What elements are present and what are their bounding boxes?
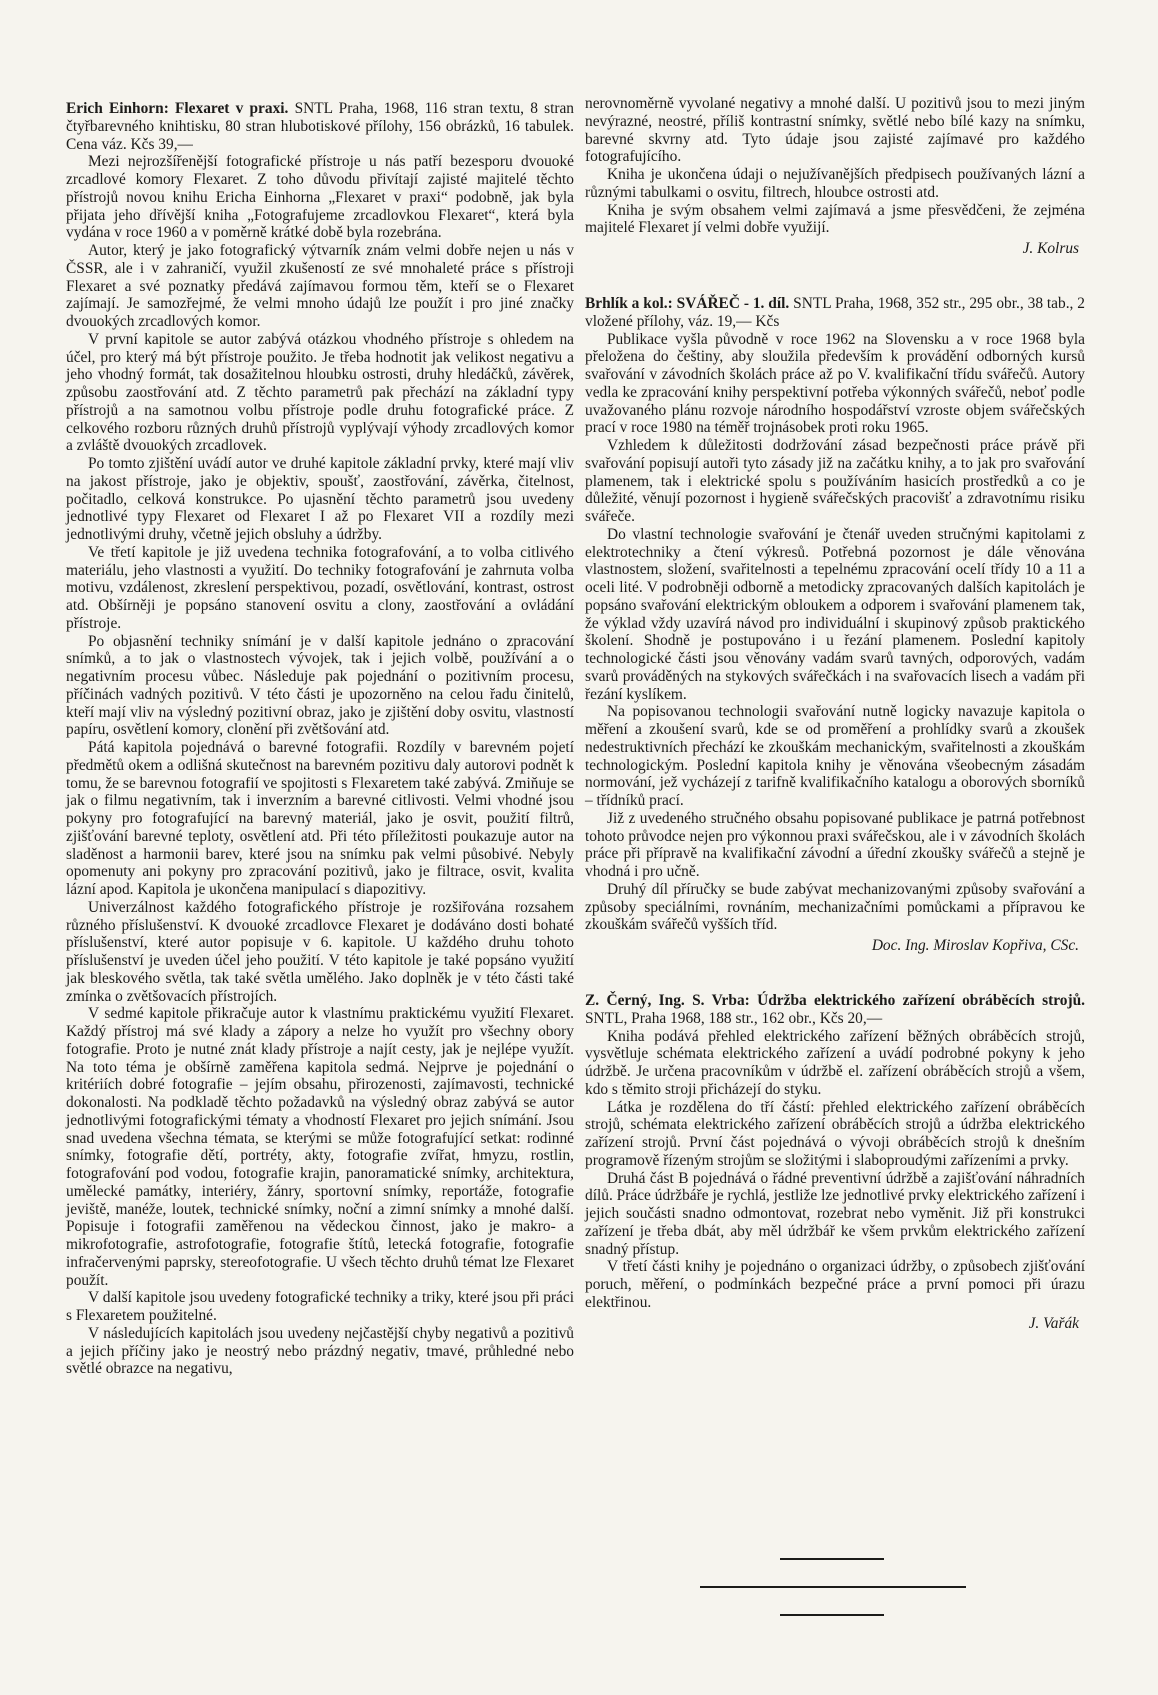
review-heading-details: SNTL, Praha 1968, 188 str., 162 obr., Kčs 20,— <box>585 1009 883 1027</box>
review-flexaret <box>66 100 574 1378</box>
review-paragraph: V další kapitole jsou uvedeny fotografické techniky a triky, které jsou při práci s Flexaretem použitelné. <box>66 1289 574 1324</box>
right-column <box>585 95 1085 1334</box>
review-paragraph: Po tomto zjištění uvádí autor ve druhé kapitole základní prvky, které mají vliv na jakost přístroje, jako je objektiv, spoušť, zaostřování, závěrka, čitelnost, počitadlo, celková konstrukce. Po ujasnění těchto parametrů jsou uvedeny jednotlivé typy Flexaret od Flexaret I až po Flexaret VII a rozdíly mezi jednotlivými druhy, včetně jejich obsluhy a údržby. <box>66 455 574 543</box>
review-paragraph: nerovnoměrně vyvolané negativy a mnohé další. U pozitivů jsou to mezi jiným nevýrazné, neostré, příliš kontrastní snímky, světlé nebo bílé kazy na snímku, barevné skvrny atd. Tyto údaje jsou zajisté zajímavé pro každého fotografujícího. <box>585 95 1085 166</box>
review-paragraph: Autor, který je jako fotografický výtvarník znám velmi dobře nejen u nás v ČSSR, ale i v zahraničí, využil zkušeností ze své mnohaleté práce s přístroji Flexaret a své poznatky předává zajímavou formou těm, kteří se o Flexaret zajímají. Je samozřejmé, že velmi mnoho údajů lze použít i pro jiné značky dvouokých zrcadlových komor. <box>66 242 574 330</box>
review-paragraph: V třetí části knihy je pojednáno o organizaci údržby, o způsobech zjišťování poruch, měření, o podmínkách bezpečné práce a první pomoci při úrazu elektřinou. <box>585 1258 1085 1311</box>
review-paragraph: Mezi nejrozšířenější fotografické přístroje u nás patří bezesporu dvouoké zrcadlové komory Flexaret. Z toho důvodu přivítají zajisté majitelé těchto přístrojů novou knihu Ericha Einhorna „Flexaret v praxi“ podobně, jak byla přijata jeho dřívější kniha „Fotografujeme zrcadlovkou Flexaret“, která byla vydána v roce 1960 a v poměrně krátké době byla rozebrána. <box>66 153 574 242</box>
review-heading-author-title: Erich Einhorn: Flexaret v praxi. <box>66 100 289 117</box>
reviewer-signature: J. Kolrus <box>1022 240 1079 257</box>
review-paragraph: Univerzálnost každého fotografického přístroje je rozšiřována rozsahem různého příslušenství. K dvouoké zrcadlovce Flexaret je dodáváno dosti bohaté příslušenství, které autor popisuje v 6. kapitole. U každého druhu tohoto příslušenství je uveden účel jeho použití. V této kapitole je také popsáno využití jak bleskového světla, tak také světla umělého. Jako doplněk je v této části také zmínka o zvětšovacích přístrojích. <box>66 898 574 1005</box>
review-paragraph: Látka je rozdělena do tří částí: přehled elektrického zařízení obráběcích strojů, schémata elektrického zařízení obráběcích strojů a údržba elektrického zařízení strojů. První část pojednává o vývoji obráběcích strojů k dnešním programově řízeným strojům se složitými i slaboproudými zařízeními a prvky. <box>585 1098 1085 1169</box>
reviewer-signature: J. Vařák <box>1028 1314 1079 1332</box>
end-rule-top <box>780 1558 884 1560</box>
review-paragraph: Kniha podává přehled elektrického zařízení běžných obráběcích strojů, vysvětluje schémata elektrického zařízení a uvádí podrobné pokyny k jeho údržbě. Je určena pracovníkům v údržbě el. zařízení obráběcích strojů a všem, kdo s těmito stroji přicházejí do styku. <box>585 1027 1085 1098</box>
review-heading <box>585 992 1085 1028</box>
review-paragraph: Ve třetí kapitole je již uvedena technika fotografování, a to volba citlivého materiálu, jeho vlastnosti a využití. Do techniky fotografování je zahrnuta volba motivu, vzdálenost, zkreslení perspektivou, pozadí, osvětlování, kontrast, ostrost atd. Obšírněji je popsáno stanovení osvitu a clony, zaostřování a ovládání přístroje. <box>66 543 574 632</box>
review-paragraph: Již z uvedeného stručného obsahu popisované publikace je patrná potřebnost tohoto průvodce nejen pro výkonnou praxi svářečskou, ale i v závodních školách práce při přípravě na kvalifikační závodní a úřední zkoušky svářečů a stejně je vhodná i pro učně. <box>585 809 1085 880</box>
review-paragraph: Publikace vyšla původně v roce 1962 na Slovensku a v roce 1968 byla přeložena do češtiny, aby sloužila především k provádění odborných kursů svařování v závodních školách práce až po V. kvalifikační třídu svářečů. Autory vedla ke zpracování knihy perspektivní potřeba výkonných svářečů, neboť podle uvažovaného plánu rozvoje národního hospodářství vzroste objem svářečských prací v roce 1980 na téměř trojnásobek proti roku 1965. <box>585 330 1085 437</box>
review-paragraph: V následujících kapitolách jsou uvedeny nejčastější chyby negativů a pozitivů a jejich příčiny jako je neostrý nebo prázdný negativ, tmavé, průhledné nebo světlé obrazce na negativu, <box>66 1324 574 1378</box>
review-heading-author-title: Brhlík a kol.: SVÁŘEČ - 1. díl. <box>585 295 790 312</box>
review-paragraph: Druhý díl příručky se bude zabývat mechanizovanými způsoby svařování a způsoby speciálními, rovnáním, mechanizačními pomůckami a přípravou ke zkouškám svářečů vyšších tříd. <box>585 880 1085 934</box>
review-paragraph: Pátá kapitola pojednává o barevné fotografii. Rozdíly v barevném pojetí předmětů okem a odlišná skutečnost na barevném pozitivu daly autorovi podnět k tomu, že se barevnou fotografií ve spojitosti s Flexaretem také zabývá. Zmiňuje se jak o filmu negativním, tak i inverzním a barevné citlivosti. Velmi vhodné jsou pokyny pro fotografující na barevný materiál, jako je osvit, použití filtrů, zjišťování barevné teploty, osvětlení atd. Při této příležitosti poukazuje autor na sladěnost a harmonii barev, které jsou na snímku pak velmi působivé. Nebyly opomenuty ani pokyny pro zpracování pozitivů, jako je filtrace, osvit, kvalita lázní apod. Kapitola je ukončena manipulací s diapozitivy. <box>66 739 574 898</box>
review-paragraph: Vzhledem k důležitosti dodržování zásad bezpečnosti práce právě při svařování popisují autoři tyto zásady již na začátku knihy, a to jak pro svařování plamenem, tak i elektrické spolu s používáním hasicích prostředků a co je důležité, věnují pozornost i hygieně svářečských pracovišť a zdravotnímu risiku svářeče. <box>585 437 1085 525</box>
review-udrzba <box>585 992 1085 1334</box>
review-paragraph: V sedmé kapitole přikračuje autor k vlastnímu praktickému využití Flexaret. Každý přístroj má své klady a zápory a nelze ho využít pro všechny obory fotografie. Proto je nutné znát klady přístroje a najít cesty, jak je nejlépe využít. Na toto téma je obšírně zaměřena kapitola sedmá. Nejprve je pojednání o kritériích dobré fotografie – jejím obsahu, přirozenosti, zajímavosti, technické dokonalosti. Na podkladě těchto požadavků na výsledný obraz zabývá se autor jednotlivými fotografickými tématy a vhodností Flexaret pro jejich snímání. Jsou snad uvedena všechna témata, se kterými se může fotografující setkat: rodinné snímky, fotografie dětí, portréty, akty, fotografie zvířat, hmyzu, rostlin, fotografování pod vodou, fotografie krajin, panoramatické snímky, architektura, umělecké památky, interiéry, žánry, sportovní snímky, reportáže, fotografie jeviště, manéže, loutek, technické snímky, noční a zimní snímky a mnohé další. Popisuje i fotografii zaměřenou na vědeckou činnost, jako je makro- a mikrofotografie, astrofotografie, fotografie štítů, letecká fotografie, fotografie infračervenými paprsky, stereofotografie. U všech těchto druhů témat lze Flexaret použít. <box>66 1005 574 1289</box>
review-paragraph: Kniha je svým obsahem velmi zajímavá a jsme přesvědčeni, že zejména majitelé Flexaret jí velmi dobře využijí. <box>585 201 1085 237</box>
review-paragraph: V první kapitole se autor zabývá otázkou vhodného přístroje s ohledem na účel, pro který má být přístroje použito. Je třeba hodnotit jak velikost negativu a jeho vhodný formát, tak dosažitelnou hloubku ostrosti, druhy hledáčků, závěrek, způsobu zaostřování atd. Z těchto parametrů pak přechází na základní typy přístrojů a na samotnou volbu přístroje podle druhu fotografické práce. Z celkového rozboru různých druhů přístrojů vyplývají výhody zrcadlových komor a zvláště dvouokých zrcadlovek. <box>66 330 574 455</box>
reviewer-signature: Doc. Ing. Miroslav Kopřiva, CSc. <box>871 937 1079 954</box>
review-svarec <box>585 295 1085 956</box>
review-heading-author-title: Z. Černý, Ing. S. Vrba: Údržba elektrického zařízení obráběcích strojů. <box>585 992 1085 1009</box>
review-heading <box>585 295 1085 331</box>
end-rule-middle <box>700 1586 966 1588</box>
review-paragraph: Kniha je ukončena údaji o nejužívanějších předpisech používaných lázní a různými tabulkami o osvitu, filtrech, hloubce ostrosti atd. <box>585 166 1085 201</box>
end-rule-bottom <box>780 1614 884 1616</box>
review-paragraph: Na popisovanou technologii svařování nutně logicky navazuje kapitola o měření a zkoušení svarů, kde se od proměření a prohlídky svarů a zkoušek nedestruktivních přechází ke zkouškám mechanickým, svařitelnosti a zkouškám technologickým. Poslední kapitola knihy je věnována všeobecným zásadám normování, jež vycházejí z tarifně kvalifikačního katalogu a oborových sborníků – třídníků prací. <box>585 703 1085 809</box>
review-heading-details: SNTL Praha, 1968, 352 str., 295 obr., 38 tab., 2 vložené přílohy, váz. 19,— Kčs <box>585 295 1085 330</box>
review-paragraph: Druhá část B pojednává o řádné preventivní údržbě a zajišťování náhradních dílů. Práce údržbáře je rychlá, jestliže lze jednotlivé prvky elektrického zařízení i jejich součásti snadno odmontovat, rozebrat nebo vyměnit. Již při konstrukci zařízení je třeba dbát, aby měl údržbář ke všem prvkům elektrického zařízení snadný přístup. <box>585 1169 1085 1258</box>
review-paragraph: Po objasnění techniky snímání je v další kapitole jednáno o zpracování snímků, a to jak o vlastnostech vývojek, tak i jejich volbě, používání a o negativním procesu vůbec. Následuje pak pojednání o pozitivním procesu, příčinách vadných pozitivů. V této části je upozorněno na celou řadu činitelů, kteří mají vliv na výsledný pozitivní obraz, jako je zjištění doby osvitu, vlastností papíru, osvětlení komory, clonění při zvětšování atd. <box>66 632 574 739</box>
review-paragraph: Do vlastní technologie svařování je čtenář uveden stručnými kapitolami z elektrotechniky a čtení výkresů. Potřebná pozornost je dále věnována vlastnostem, složení, svařitelnosti a tepelnému zpracování ocelí třídy 10 a 11 a oceli lité. V podrobněji odborně a metodicky zpracovaných dalších kapitolách je popsáno svařování elektrickým obloukem a odporem i svařování plamenem tak, že výklad vždy uzavírá návod pro individuální i skupinový způsob praktického školení. Shodně je postupováno i u řezání plamenem. Poslední kapitoly technologické části jsou věnovány vadám svarů tavných, odporových, vadám svarů prováděných na stykových svářečkách i na svařovacích lisech a vadám při řezání kyslíkem. <box>585 525 1085 703</box>
review-heading-details: SNTL Praha, 1968, 116 stran textu, 8 stran čtyřbarevného knihtisku, 80 stran hlubotiskové přílohy, 156 obrázků, 16 tabulek. Cena váz. Kčs 39,— <box>66 100 574 153</box>
review-heading <box>66 100 574 153</box>
review-flexaret-continued <box>585 95 1085 259</box>
left-column <box>66 100 574 1378</box>
